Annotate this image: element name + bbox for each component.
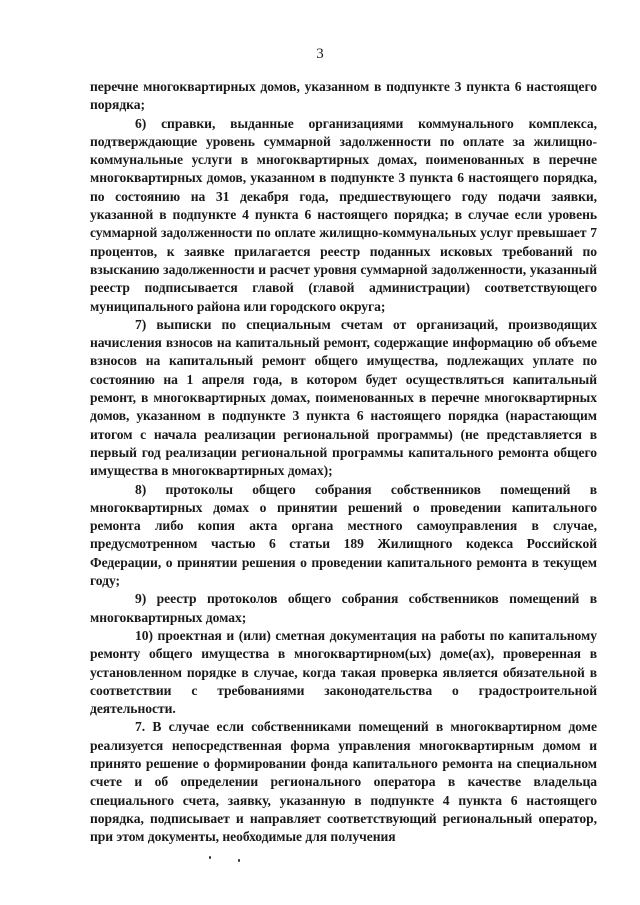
paragraph-item-8: 8) протоколы общего собрания собственников помещений в многоквартирных домах о принятии решений о проведении капитального ремонта либо копия акта органа местного самоуправления в случае, предусмотренном частью 6 статьи 189 Жилищного кодекса Российской Федерации, о принятии решения о проведении капитального ремонта в текущем году; xyxy=(90,481,597,589)
scan-speck xyxy=(238,859,240,862)
paragraph-clause-7: 7. В случае если собственниками помещений в многоквартирном доме реализуется непосредственная форма управления многоквартирным домом и принято решение о формировании фонда капитального ремонта на специальном счете и об определении регионального оператора в качестве владельца специального счета, заявку, указанную в подпункте 4 пункта 6 настоящего порядка, подписывает и направляет соответствующий региональный оператор, при этом документы, необходимые для получения xyxy=(90,719,597,845)
paragraph-item-7: 7) выписки по специальным счетам от организаций, производящих начисления взносов на капитальный ремонт, содержащие информацию об объеме взносов на капитальный ремонт общего имущества, подлежащих уплате по состоянию на 1 апреля года, в котором будет осуществляться капитальный ремонт, в многоквартирных домах, поименованных в перечне многоквартирных домов, указанном в подпункте 3 пункта 6 настоящего порядка (нарастающим итогом с начала реализации региональной программы) (не представляется в первый год реализации региональной программы капитального ремонта общего имущества в многоквартирных домах); xyxy=(90,316,597,479)
scan-specks xyxy=(0,856,640,866)
page-number: 3 xyxy=(316,46,324,62)
paragraph-item-9: 9) реестр протоколов общего собрания собственников помещений в многоквартирных домах; xyxy=(90,591,597,625)
paragraph-item-10: 10) проектная и (или) сметная документация на работы по капитальному ремонту общего имущества в многоквартирном(ых) доме(ах), проверенная в установленном порядке в случае, когда такая проверка является обязательной в соответствии с требованиями законодательства о градостроительной деятельности. xyxy=(90,627,597,717)
document-body xyxy=(90,78,597,846)
paragraph-continuation: перечне многоквартирных домов, указанном в подпункте 3 пункта 6 настоящего порядка; xyxy=(90,79,597,113)
scan-speck xyxy=(209,856,211,859)
paragraph-item-6: 6) справки, выданные организациями коммунального комплекса, подтверждающие уровень суммарной задолженности по оплате за жилищно-коммунальные услуги в многоквартирных домах, поименованных в перечне многоквартирных домов, указанном в подпункте 3 пункта 6 настоящего порядка, по состоянию на 31 декабря года, предшествующего году подачи заявки, указанной в подпункте 4 пункта 6 настоящего порядка; в случае если уровень суммарной задолженности по оплате жилищно-коммунальных услуг превышает 7 процентов, к заявке прилагается реестр поданных исковых требований по взысканию задолженности и расчет уровня суммарной задолженности, указанный реестр подписывается главой (главой администрации) соответствующего муниципального района или городского округа; xyxy=(90,115,597,314)
